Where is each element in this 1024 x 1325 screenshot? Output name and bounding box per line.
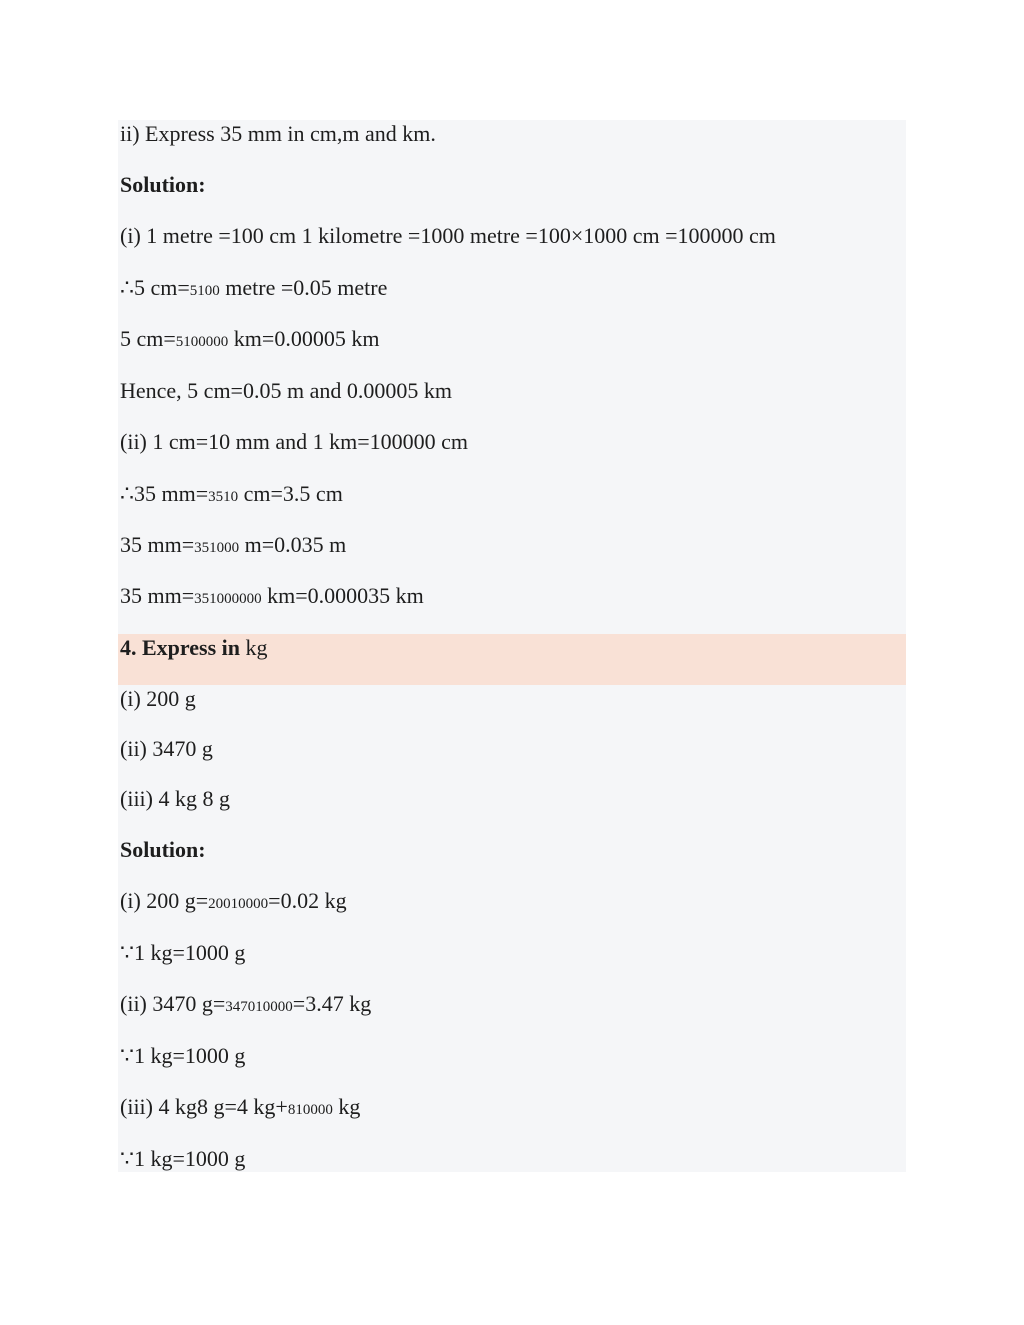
solution-heading: Solution: [120, 837, 206, 862]
solution-line: (i) 1 metre =100 cm 1 kilometre =1000 metre =100×1000 cm =100000 cm [120, 223, 776, 248]
question-heading: 4. Express in kg [120, 635, 268, 660]
question-text: ii) Express 35 mm in cm,m and km. [120, 121, 436, 146]
solution-line: ∵1 kg=1000 g [120, 1043, 246, 1068]
question-item: (ii) 3470 g [120, 736, 213, 761]
solution-line: 5 cm=5100000 km=0.00005 km [120, 326, 380, 351]
solution-line: 35 mm=351000000 km=0.000035 km [120, 583, 424, 608]
fraction-text: 351000 [194, 540, 240, 556]
solution-line: ∴35 mm=3510 cm=3.5 cm [120, 481, 343, 506]
fraction-text: 347010000 [225, 999, 293, 1015]
solution-line: ∴5 cm=5100 metre =0.05 metre [120, 275, 388, 300]
fraction-text: 5100 [189, 283, 220, 299]
solution-line: ∵1 kg=1000 g [120, 940, 246, 965]
solution-line: (iii) 4 kg8 g=4 kg+810000 kg [120, 1094, 361, 1119]
fraction-text: 3510 [208, 489, 239, 505]
question-item: (iii) 4 kg 8 g [120, 786, 230, 811]
solution-line: (ii) 3470 g=347010000=3.47 kg [120, 991, 372, 1016]
solution-heading: Solution: [120, 172, 206, 197]
solution-line: ∵1 kg=1000 g [120, 1146, 246, 1171]
fraction-text: 5100000 [175, 334, 229, 350]
fraction-text: 351000000 [194, 591, 262, 607]
fraction-text: 810000 [287, 1102, 333, 1118]
solution-line: (i) 200 g=20010000=0.02 kg [120, 888, 347, 913]
solution-line: 35 mm=351000 m=0.035 m [120, 532, 347, 557]
fraction-text: 20010000 [208, 896, 269, 912]
solution-line: Hence, 5 cm=0.05 m and 0.00005 km [120, 378, 452, 403]
question-item: (i) 200 g [120, 686, 196, 711]
document-content [118, 120, 906, 1172]
solution-line: (ii) 1 cm=10 mm and 1 km=100000 cm [120, 429, 469, 454]
